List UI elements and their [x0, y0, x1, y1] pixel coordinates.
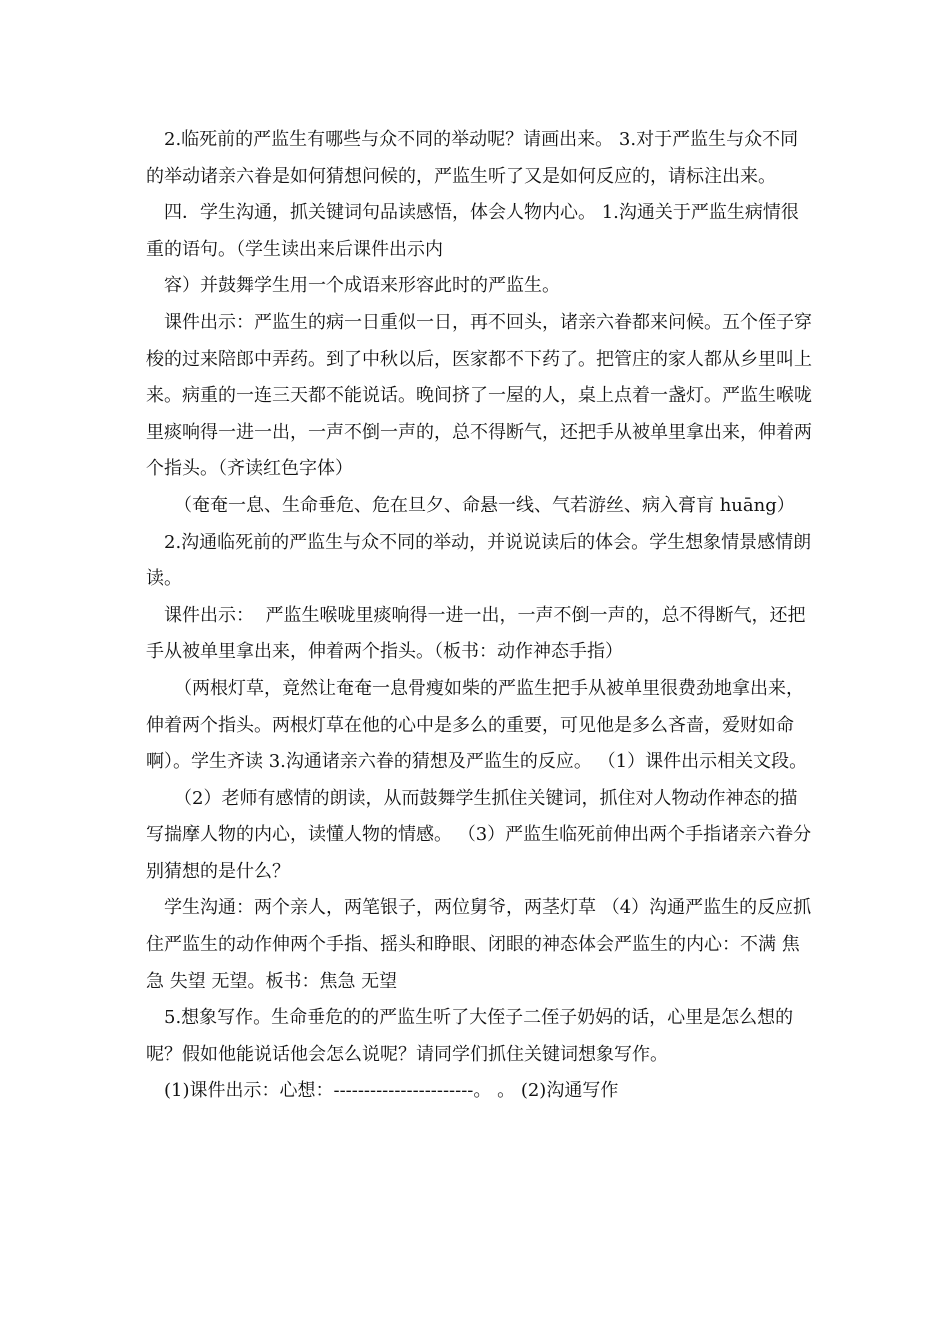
paragraph-discuss-actions: 2.沟通临死前的严监生与众不同的举动，并说说读后的体会。学生想象情景感情朗读。: [146, 531, 812, 590]
paragraph-idiom-list: （奄奄一息、生命垂危、危在旦夕、命悬一线、气若游丝、病入膏肓 huāng）: [174, 494, 795, 516]
document-body: [146, 122, 814, 1110]
paragraph-reading-tasks: 2.临死前的严监生有哪些与众不同的举动呢？请画出来。 3.对于严监生与众不同的举动诸亲六眷是如何猜想问候的，严监生听了又是如何反应的，请标注出来。: [146, 129, 799, 187]
paragraph-idiom-prompt: 容）并鼓舞学生用一个成语来形容此时的严监生。: [164, 275, 560, 297]
paragraph-courseware-excerpt: 课件出示：严监生的病一日重似一日，再不回头，诸亲六眷都来问候。五个侄子穿梭的过来陪郎中弄药。到了中秋以后，医家都不下药了。把管庄的家人都从乡里叫上来。病重的一连三天都不能说话。晚间挤了一屋的人，桌上点着一盏灯。严监生喉咙里痰响得一进一出，一声不倒一声的，总不得断气，还把手从被单里拿出来，伸着两个指头。（齐读红色字体）: [146, 311, 812, 480]
paragraph-step-four: 四．学生沟通，抓关键词句品读感悟，体会人物内心。 1.沟通关于严监生病情很重的语句。（学生读出来后课件出示内: [146, 202, 799, 260]
paragraph-writing-prompt: (1)课件出示：心想：-----------------------。 。 (2)沟通写作: [164, 1080, 619, 1102]
paragraph-courseware-fingers: 课件出示： 严监生喉咙里痰响得一进一出，一声不倒一声的，总不得断气，还把手从被单里拿出来，伸着两个指头。（板书：动作神态手指）: [146, 604, 806, 663]
paragraph-teacher-reading: （2）老师有感情的朗读，从而鼓舞学生抓住关键词，抓住对人物动作神态的描写揣摩人物的内心，读懂人物的情感。 （3）严监生临死前伸出两个手指诸亲六眷分别猜想的是什么？: [146, 787, 812, 882]
paragraph-student-discussion: 学生沟通：两个亲人，两笔银子，两位舅爷，两茎灯草 （4）沟通严监生的反应抓住严监生的动作伸两个手指、摇头和睁眼、闭眼的神态体会严监生的内心：不满 焦急 失望 无望。板书：焦急 无望: [146, 897, 812, 992]
paragraph-two-wicks: （两根灯草，竟然让奄奄一息骨瘦如柴的严监生把手从被单里很费劲地拿出来，伸着两个指头。两根灯草在他的心中是多么的重要，可见他是多么吝啬，爱财如命啊）。学生齐读 3.沟通诸亲六眷的猜想及严监生的反应。 （1）课件出示相关文段。: [146, 677, 808, 773]
paragraph-imagine-writing: 5.想象写作。生命垂危的的严监生听了大侄子二侄子奶妈的话，心里是怎么想的呢？假如他能说话他会怎么说呢？请同学们抓住关键词想象写作。: [146, 1007, 794, 1065]
